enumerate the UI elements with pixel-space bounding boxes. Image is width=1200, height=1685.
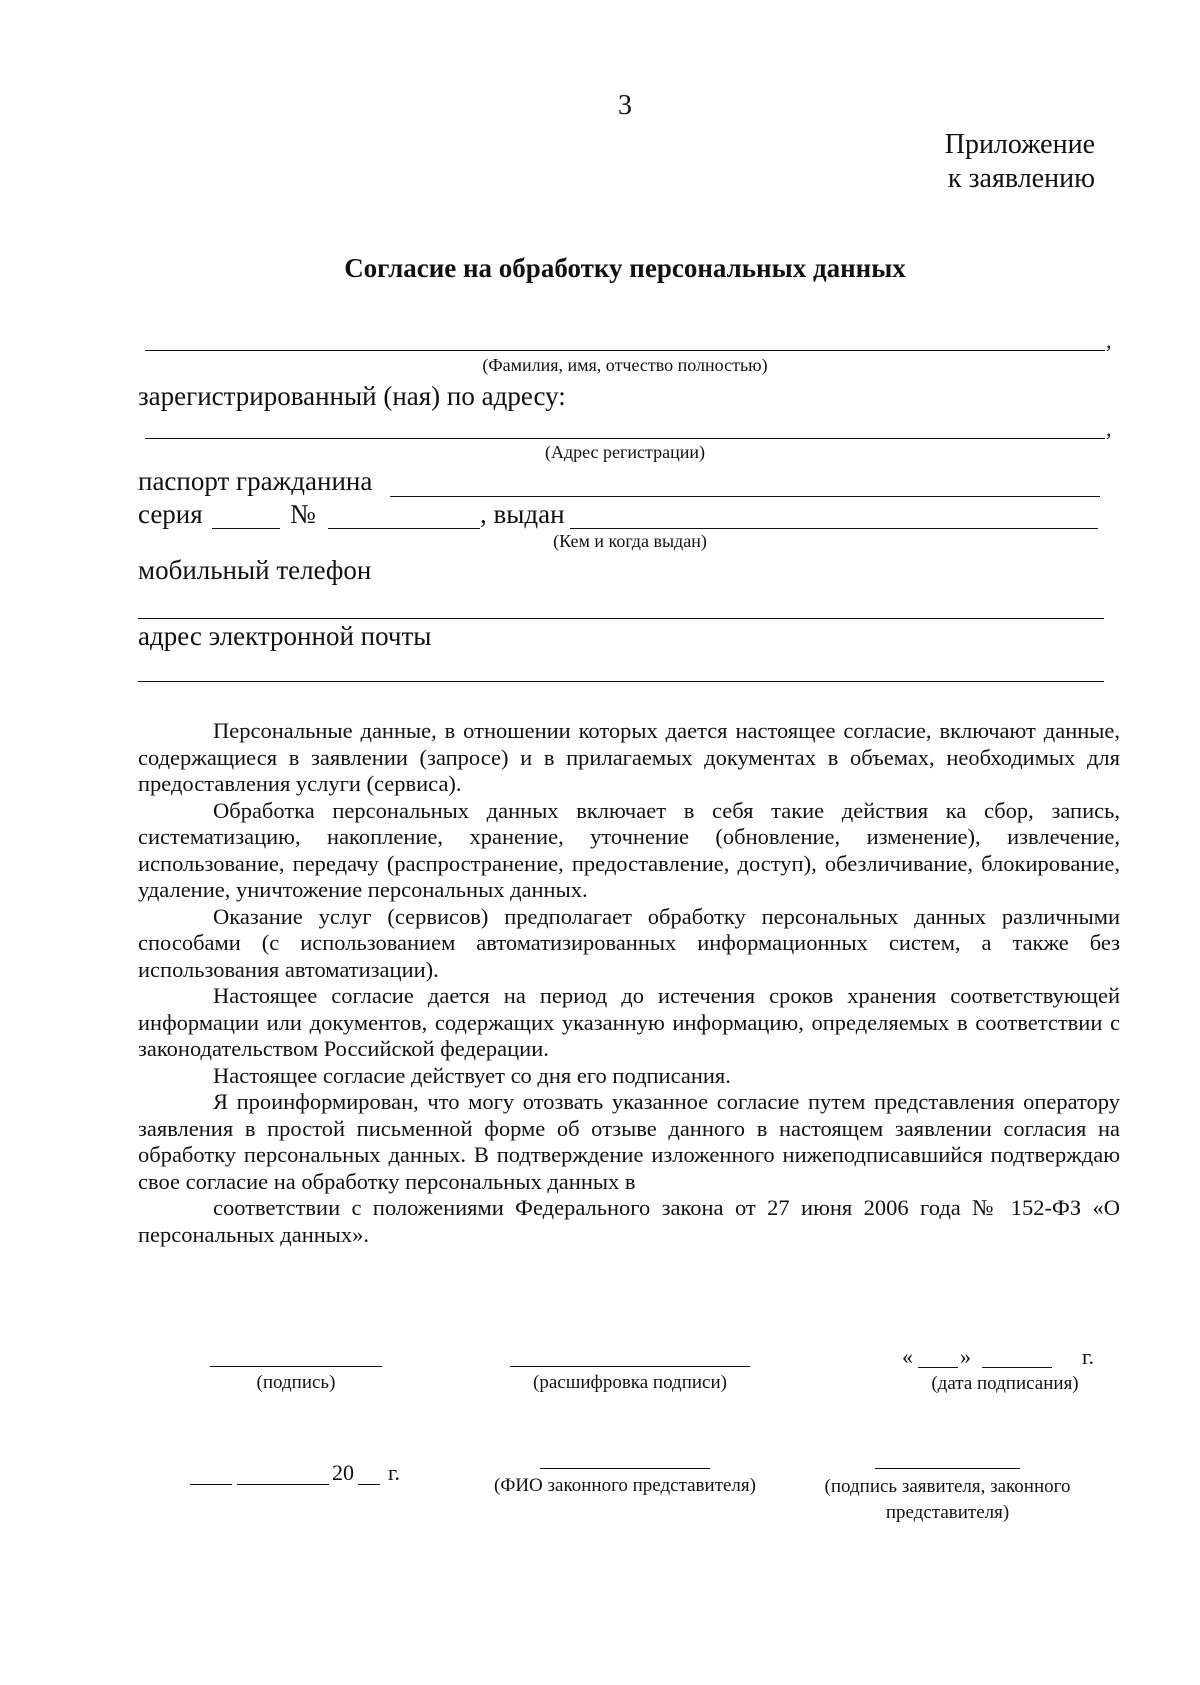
issued-input-line[interactable] xyxy=(570,528,1098,529)
body-paragraph: Персональные данные, в отношении которых дается настоящее согласие, включают данные, содержащиеся в заявлении (запросе) и в прилагаемых документах в объемах, необходимых для предоставления услуги (сервиса). xyxy=(138,718,1120,796)
address-comma: , xyxy=(1106,416,1112,441)
page-number: 3 xyxy=(618,90,632,121)
applicant-caption: (подпись заявителя, законного представителя) xyxy=(824,1476,1071,1523)
year-suffix: г. xyxy=(388,1460,401,1485)
issued-caption: (Кем и когда выдан) xyxy=(553,531,707,551)
fio-caption: (Фамилия, имя, отчество полностью) xyxy=(482,355,768,375)
date-year-suffix: г. xyxy=(1082,1344,1095,1369)
appendix-line-1: Приложение xyxy=(944,129,1095,160)
fio-comma: , xyxy=(1106,328,1112,353)
body-paragraph: Настоящее согласие дается на период до истечения сроков хранения соответствующей информации или документов, содержащих указанную информацию, определяемых в соответствии с законодательством Российской федерации. xyxy=(138,983,1120,1061)
year-digits-line[interactable] xyxy=(358,1484,380,1485)
passport-input-line[interactable] xyxy=(390,496,1100,497)
fio-input-line[interactable] xyxy=(145,350,1105,351)
body-paragraph: Я проинформирован, что могу отозвать указанное согласие путем представления оператору заявления в простой письменной форме об отзыве данного в настоящем заявлении согласия на обработку персональных данных. В подтверждение изложенного нижеподписавшийся подтверждаю свое согласие на обработку персональных данных в xyxy=(138,1089,1120,1194)
representative-line[interactable] xyxy=(540,1468,710,1469)
year-day-line[interactable] xyxy=(190,1484,232,1485)
passport-label: паспорт гражданина xyxy=(138,466,373,496)
body-paragraph: Настоящее согласие действует со дня его подписания. xyxy=(213,1062,731,1088)
decoding-caption: (расшифровка подписи) xyxy=(533,1372,727,1393)
series-label: серия xyxy=(138,499,203,529)
appendix-note xyxy=(945,128,1095,196)
body-paragraph: Обработка персональных данных включает в себя такие действия ка сбор, запись, систематизацию, накопление, хранение, уточнение (обновление, изменение), извлечение, использование, передачу (распространение, предоставление, доступ), обезличивание, блокирование, удаление, уничтожение персональных данных. xyxy=(138,797,1120,902)
date-open-quote: « xyxy=(902,1344,913,1369)
representative-caption: (ФИО законного представителя) xyxy=(494,1475,756,1496)
date-day-line[interactable] xyxy=(918,1367,958,1368)
year-month-line[interactable] xyxy=(237,1484,329,1485)
appendix-line-2: к заявлению xyxy=(947,163,1095,194)
signature-caption: (подпись) xyxy=(256,1372,336,1393)
phone-label: мобильный телефон xyxy=(138,555,372,585)
issued-label: , выдан xyxy=(480,499,565,529)
year-prefix: 20 xyxy=(332,1460,354,1485)
date-close-quote: » xyxy=(960,1344,971,1369)
number-label: № xyxy=(290,499,316,529)
date-caption: (дата подписания) xyxy=(931,1373,1079,1394)
registered-label: зарегистрированный (ная) по адресу: xyxy=(138,381,566,411)
consent-body xyxy=(138,718,1120,1248)
address-input-line[interactable] xyxy=(145,438,1105,439)
number-input-line[interactable] xyxy=(328,528,480,529)
date-month-line[interactable] xyxy=(982,1367,1052,1368)
series-input-line[interactable] xyxy=(212,528,280,529)
document-title: Согласие на обработку персональных данных xyxy=(344,253,906,283)
email-label: адрес электронной почты xyxy=(138,621,432,651)
address-caption: (Адрес регистрации) xyxy=(544,442,706,462)
email-input-line[interactable] xyxy=(138,681,1104,682)
body-paragraph: соответствии с положениями Федерального закона от 27 июня 2006 года № 152-ФЗ «О персональных данных». xyxy=(138,1195,1120,1247)
signature-line[interactable] xyxy=(210,1366,382,1367)
applicant-signature-line[interactable] xyxy=(875,1468,1020,1469)
decoding-line[interactable] xyxy=(510,1366,750,1367)
body-paragraph: Оказание услуг (сервисов) предполагает обработку персональных данных различными способами (с использованием автоматизированных информационных систем, а также без использования автоматизации). xyxy=(138,903,1120,982)
phone-input-line[interactable] xyxy=(138,618,1104,619)
